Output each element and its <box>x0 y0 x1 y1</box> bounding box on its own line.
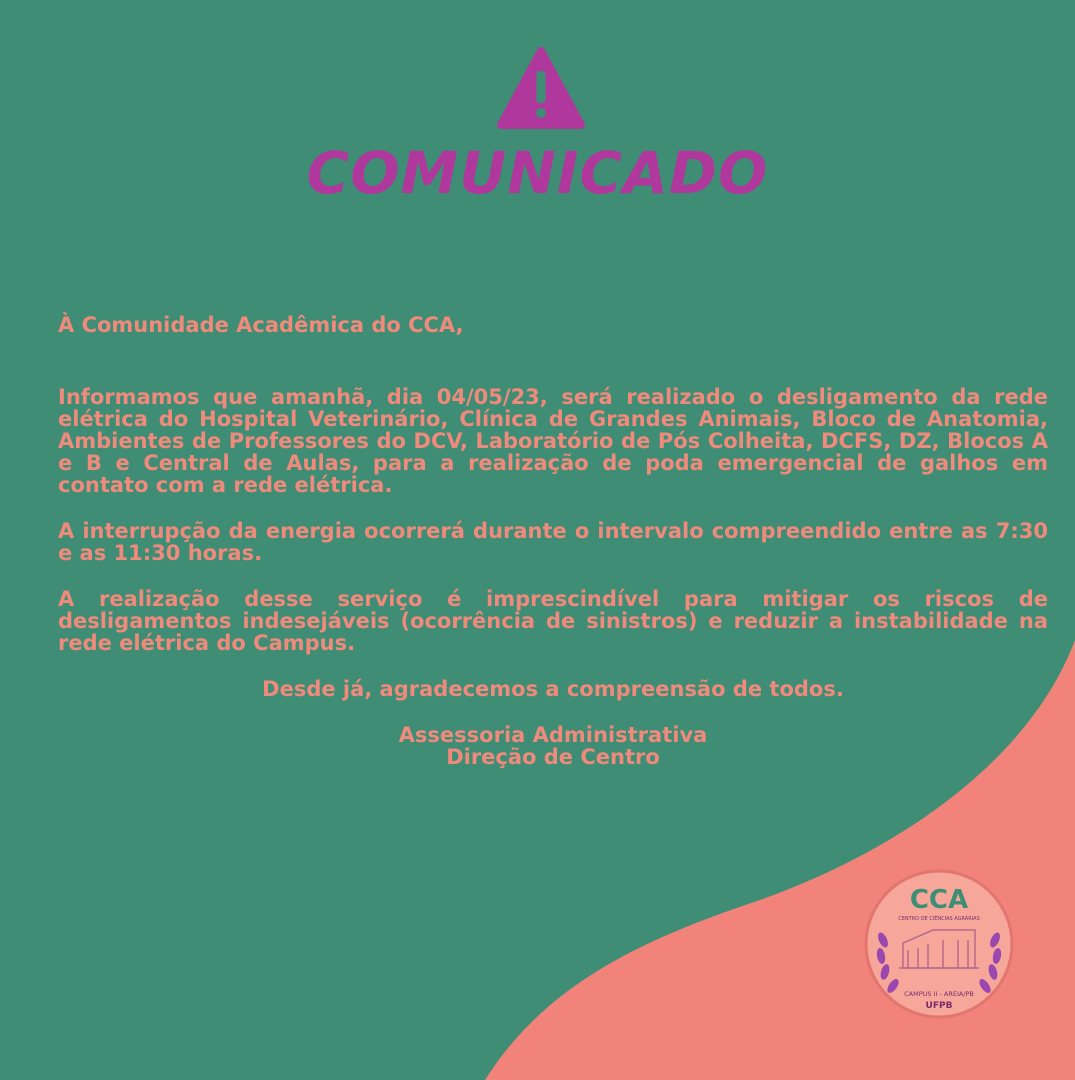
seal-university: UFPB <box>925 1001 953 1011</box>
notice-body <box>58 314 1048 768</box>
seal-name: CENTRO DE CIÊNCIAS AGRÁRIAS <box>898 916 980 922</box>
seal-acronym: CCA <box>909 885 969 915</box>
thanks-line: Desde já, agradecemos a compreensão de todos. <box>262 677 844 701</box>
paragraph-reason: A realização desse serviço é imprescindível para mitigar os riscos de desligamentos indesejáveis (ocorrência de sinistros) e reduzir a instabilidade na rede elétrica do Campus. <box>58 587 1048 655</box>
cca-seal-logo <box>863 868 1015 1020</box>
signature-line-1: Assessoria Administrativa <box>398 723 708 747</box>
headline: COMUNICADO <box>306 139 769 207</box>
greeting: À Comunidade Acadêmica do CCA, <box>58 313 464 337</box>
paragraph-interval: A interrupção da energia ocorrerá durante o intervalo compreendido entre as 7:30 e as 11:30 horas. <box>58 519 1048 565</box>
signature-line-2: Direção de Centro <box>446 745 660 769</box>
paragraph-shutdown: Informamos que amanhã, dia 04/05/23, será realizado o desligamento da rede elétrica do Hospital Veterinário, Clínica de Grandes Animais, Bloco de Anatomia, Ambientes de Professores do DCV, Laboratório de Pós Colheita, DCFS, DZ, Blocos A e B e Central de Aulas, para a realização de poda emergencial de galhos em contato com a rede elétrica. <box>58 385 1048 497</box>
seal-campus: CAMPUS II - AREIA/PB <box>904 990 974 998</box>
warning-triangle-icon <box>497 47 585 131</box>
